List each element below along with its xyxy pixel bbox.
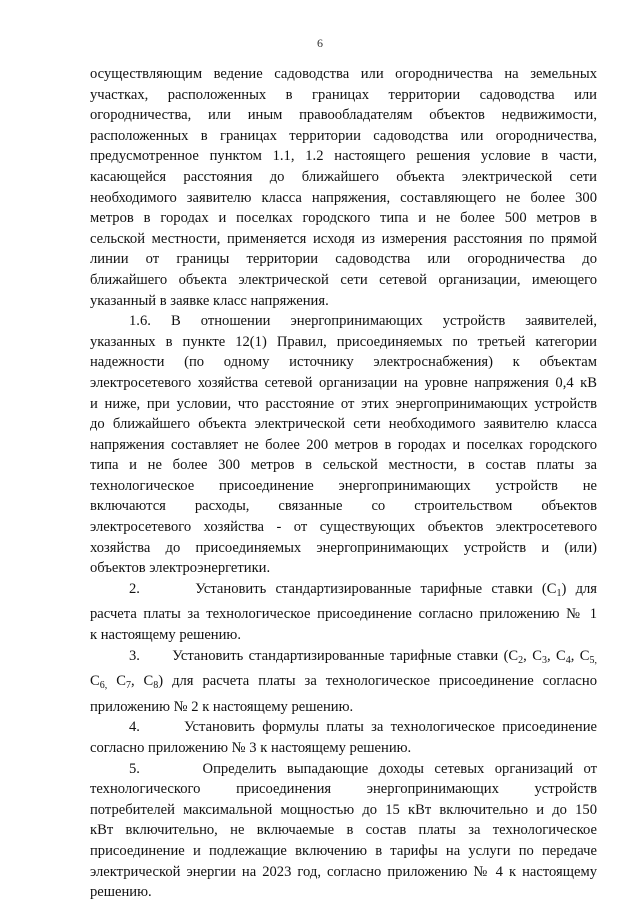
text-line: типа и не более 300 метров в сельской местности, в состав платы за	[90, 457, 597, 474]
text-line: 5. Определить выпадающие доходы сетевых организаций от	[129, 760, 597, 777]
text-line: предусмотренное пунктом 1.1, 1.2 настоящего решения условие в части,	[90, 148, 597, 165]
text-line: надежности (по одному источнику электроснабжения) к объектам	[90, 354, 597, 371]
text-line: необходимого заявителю класса напряжения, составляющего не более 300	[90, 189, 597, 206]
text-fragment: , С	[523, 647, 542, 664]
text-line: присоединение и подлежащие включению в тарифы на услуги по передаче	[90, 842, 597, 859]
paragraph-5	[90, 759, 597, 903]
text-line: к настоящему решению.	[90, 627, 241, 644]
paragraph-continuation	[90, 64, 597, 311]
text-line: и ниже, при условии, что расстояние от этих энергопринимающих устройств	[90, 395, 597, 412]
text-line: указанный в заявке класс напряжения.	[90, 292, 329, 309]
text-line: напряжения составляет не более 200 метров в городах и поселках городского	[90, 436, 597, 453]
subscript: 5,	[589, 654, 598, 666]
text-line: указанных в пункте 12(1) Правил, присоединяемых по третьей категории	[90, 333, 597, 350]
text-line: метров в городах и поселках городского типа и не более 500 метров в	[90, 210, 597, 227]
text-line: огородничества, или иным правообладателям объектов недвижимости,	[90, 107, 597, 124]
text-line: электрической энергии на 2023 год, согласно приложению № 4 к настоящему	[90, 863, 597, 880]
text-line: осуществляющим ведение садоводства или огородничества на земельных	[90, 66, 597, 82]
text-line: включаются расходы, связанные со строительством объектов	[90, 498, 597, 515]
paragraph-2	[90, 579, 597, 646]
text-line: до ближайшего объекта электрической сети необходимого заявителю класса	[90, 416, 597, 433]
subscript: 1	[556, 587, 562, 599]
text-line: ближайшего объекта электрической сети сетевой организации, имеющего	[90, 271, 597, 288]
text-fragment: , С	[570, 647, 590, 664]
text-line: технологическое присоединение энергопринимающих устройств не	[90, 477, 597, 494]
text-fragment: ) для расчета платы за технологическое присоединение согласно	[158, 673, 598, 690]
text-fragment: С	[90, 673, 100, 690]
text-line: расчета платы за технологическое присоединение согласно приложению № 1	[90, 606, 597, 623]
text-line	[90, 579, 597, 605]
text-line: технологического присоединения энергопринимающих устройств	[90, 781, 597, 798]
text-line	[90, 646, 597, 672]
text-line: хозяйства до присоединяемых энергопринимающих устройств и (или)	[90, 539, 597, 556]
text-line: приложению № 2 к настоящему решению.	[90, 698, 354, 715]
text-line: кВт включительно, не включаемые в состав платы за технологическое	[90, 822, 597, 839]
document-body	[90, 64, 597, 903]
text-fragment: , С	[130, 673, 154, 690]
paragraph-1-6	[90, 311, 597, 579]
text-line: электросетевого хозяйства - от существующих объектов электросетевого	[90, 519, 597, 536]
text-fragment: , С	[546, 647, 566, 664]
text-fragment: 3. Установить стандартизированные тарифные ставки (С	[129, 647, 519, 664]
subscript: 8	[153, 680, 159, 692]
text-line: потребителей максимальной мощностью до 15 кВт включительно и до 150	[90, 801, 597, 818]
text-line: линии от границы территории садоводства или огородничества до	[90, 251, 597, 268]
text-line: электросетевого хозяйства сетевой организации на уровне напряжения 0,4 кВ	[90, 374, 597, 391]
text-fragment: 2. Установить стандартизированные тарифные ставки (С	[129, 580, 557, 597]
text-fragment: ) для	[561, 580, 597, 597]
text-line	[90, 671, 597, 697]
text-line: 4. Установить формулы платы за технологическое присоединение	[129, 719, 597, 736]
subscript: 3	[541, 654, 547, 666]
text-line: касающейся расстояния до ближайшего объекта электрической сети	[90, 168, 597, 185]
paragraph-3	[90, 646, 597, 718]
subscript: 4	[565, 654, 571, 666]
text-line: расположенных в границах территории садоводства или огородничества,	[90, 127, 597, 144]
text-line: сельской местности, применяется исходя из измерения расстояния по прямой	[90, 230, 597, 247]
subscript: 6,	[99, 680, 108, 692]
text-line: участках, расположенных в границах территории садоводства или	[90, 86, 597, 103]
text-line: объектов электроэнергетики.	[90, 560, 271, 577]
text-line: согласно приложению № 3 к настоящему решению.	[90, 740, 412, 756]
subscript: 2	[518, 654, 524, 666]
text-fragment: С	[107, 673, 126, 690]
subscript: 7	[125, 680, 131, 692]
text-line: 1.6. В отношении энергопринимающих устройств заявителей,	[129, 313, 597, 330]
page-number: 6	[317, 36, 323, 50]
paragraph-4	[90, 717, 597, 758]
text-line: решению.	[90, 884, 152, 901]
